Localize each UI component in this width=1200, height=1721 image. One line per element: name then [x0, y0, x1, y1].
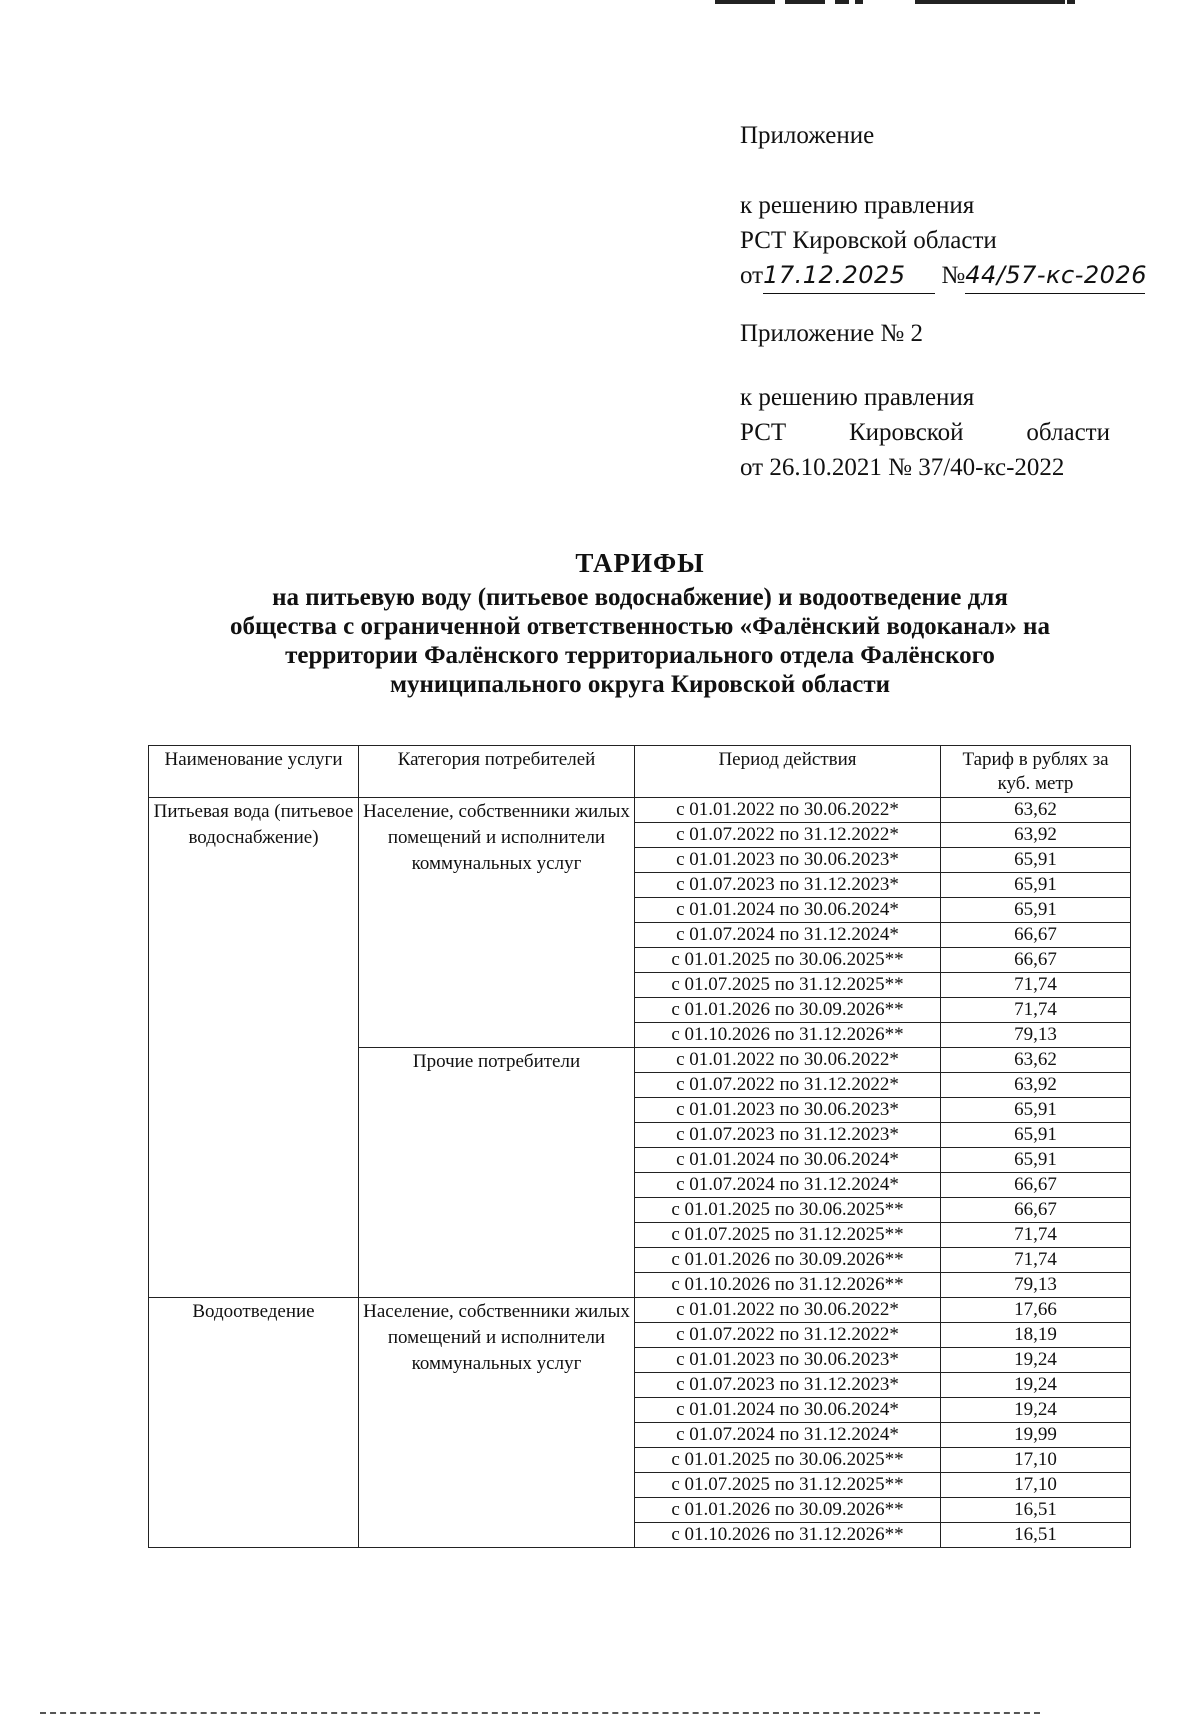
to-decision-text: к решению правления [740, 192, 975, 219]
tariff-cell: 17,66 [941, 1298, 1131, 1323]
period-cell: с 01.10.2026 по 31.12.2026** [635, 1523, 941, 1548]
tariff-cell: 19,24 [941, 1348, 1131, 1373]
title-line-1: на питьевую воду (питьевое водоснабжение) и водоотведение для [272, 584, 1008, 611]
tariff-cell: 71,74 [941, 973, 1131, 998]
tariff-cell: 65,91 [941, 848, 1131, 873]
period-cell: с 01.01.2026 по 30.09.2026** [635, 998, 941, 1023]
tariff-cell: 66,67 [941, 1173, 1131, 1198]
tariff-cell: 63,62 [941, 798, 1131, 823]
period-cell: с 01.01.2022 по 30.06.2022* [635, 798, 941, 823]
table-row [149, 798, 1131, 823]
tariff-cell: 71,74 [941, 1248, 1131, 1273]
title-line-2: общества с ограниченной ответственностью «Фалёнский водоканал» на [230, 613, 1050, 640]
period-cell: с 01.07.2025 по 31.12.2025** [635, 973, 941, 998]
tariff-cell: 19,24 [941, 1373, 1131, 1398]
header-service: Наименование услуги [149, 746, 359, 798]
tariff-cell: 66,67 [941, 1198, 1131, 1223]
decision-date-number [740, 258, 1147, 294]
period-cell: с 01.01.2022 по 30.06.2022* [635, 1048, 941, 1073]
period-cell: с 01.01.2023 по 30.06.2023* [635, 848, 941, 873]
period-cell: с 01.07.2022 по 31.12.2022* [635, 1323, 941, 1348]
period-cell: с 01.07.2024 по 31.12.2024* [635, 923, 941, 948]
header-period: Период действия [635, 746, 941, 798]
tariff-cell: 71,74 [941, 1223, 1131, 1248]
decision-reference-new [740, 188, 1147, 294]
service-name-cell: Питьевая вода (питьевое водоснабжение) [149, 798, 359, 1298]
org-word-3: области [1026, 419, 1110, 446]
period-cell: с 01.01.2026 по 30.09.2026** [635, 1498, 941, 1523]
header-category: Категория потребителей [359, 746, 635, 798]
period-cell: с 01.01.2024 по 30.06.2024* [635, 898, 941, 923]
title-main: ТАРИФЫ [575, 548, 705, 578]
tariff-cell: 16,51 [941, 1523, 1131, 1548]
period-cell: с 01.01.2025 по 30.06.2025** [635, 1198, 941, 1223]
tariff-cell: 71,74 [941, 998, 1131, 1023]
period-cell: с 01.07.2024 по 31.12.2024* [635, 1173, 941, 1198]
period-cell: с 01.07.2025 по 31.12.2025** [635, 1223, 941, 1248]
tariff-cell: 16,51 [941, 1498, 1131, 1523]
period-cell: с 01.07.2023 по 31.12.2023* [635, 873, 941, 898]
handwritten-date: 17.12.2025 [763, 258, 935, 294]
scan-artifact-top [715, 0, 1095, 6]
document-title [120, 543, 1160, 699]
org-word-2: Кировской [849, 419, 964, 446]
table-header-row [149, 746, 1131, 798]
period-cell: с 01.01.2024 по 30.06.2024* [635, 1148, 941, 1173]
tariff-cell: 63,92 [941, 823, 1131, 848]
appendix-2-title: Приложение № 2 [740, 320, 924, 347]
tariff-cell: 66,67 [941, 923, 1131, 948]
tariff-cell: 17,10 [941, 1448, 1131, 1473]
period-cell: с 01.07.2025 по 31.12.2025** [635, 1473, 941, 1498]
appendix-label [740, 118, 874, 153]
title-line-3: территории Фалёнского территориального отдела Фалёнского [285, 642, 995, 669]
title-line-4: муниципального округа Кировской области [389, 671, 891, 698]
tariff-cell: 65,91 [941, 1098, 1131, 1123]
consumer-category-cell: Население, собственники жилых помещений и исполнители коммунальных услуг [359, 1298, 635, 1548]
period-cell: с 01.07.2023 по 31.12.2023* [635, 1373, 941, 1398]
appendix-2-label [740, 316, 923, 351]
tariff-cell: 19,99 [941, 1423, 1131, 1448]
period-cell: с 01.01.2023 по 30.06.2023* [635, 1098, 941, 1123]
period-cell: с 01.10.2026 по 31.12.2026** [635, 1273, 941, 1298]
organization-name: РСТ Кировской области [740, 227, 997, 254]
scan-artifact-bottom [40, 1712, 1040, 1714]
period-cell: с 01.07.2022 по 31.12.2022* [635, 1073, 941, 1098]
period-cell: с 01.01.2026 по 30.09.2026** [635, 1248, 941, 1273]
tariff-cell: 63,62 [941, 1048, 1131, 1073]
consumer-category-cell: Население, собственники жилых помещений и исполнители коммунальных услуг [359, 798, 635, 1048]
tariff-cell: 63,92 [941, 1073, 1131, 1098]
period-cell: с 01.01.2025 по 30.06.2025** [635, 948, 941, 973]
period-cell: с 01.01.2025 по 30.06.2025** [635, 1448, 941, 1473]
handwritten-number: 44/57-кс-2026 [965, 258, 1145, 294]
org-word-1: РСТ [740, 419, 787, 446]
tariff-cell: 65,91 [941, 1148, 1131, 1173]
table-body [149, 798, 1131, 1548]
tariffs-table [148, 745, 1131, 1548]
period-cell: с 01.07.2022 по 31.12.2022* [635, 823, 941, 848]
old-decision-ref: от 26.10.2021 № 37/40-кс-2022 [740, 454, 1065, 481]
table-row [149, 1298, 1131, 1323]
consumer-category-cell: Прочие потребители [359, 1048, 635, 1298]
period-cell: с 01.01.2022 по 30.06.2022* [635, 1298, 941, 1323]
tariff-cell: 17,10 [941, 1473, 1131, 1498]
tariff-cell: 18,19 [941, 1323, 1131, 1348]
period-cell: с 01.10.2026 по 31.12.2026** [635, 1023, 941, 1048]
number-prefix: № [941, 262, 966, 289]
tariff-cell: 19,24 [941, 1398, 1131, 1423]
tariff-cell: 65,91 [941, 1123, 1131, 1148]
decision-reference-old [740, 380, 1110, 485]
header-tariff: Тариф в рублях за куб. метр [941, 746, 1131, 798]
tariff-cell: 65,91 [941, 873, 1131, 898]
tariff-cell: 65,91 [941, 898, 1131, 923]
tariff-cell: 66,67 [941, 948, 1131, 973]
period-cell: с 01.01.2023 по 30.06.2023* [635, 1348, 941, 1373]
tariff-cell: 79,13 [941, 1273, 1131, 1298]
service-name-cell: Водоотведение [149, 1298, 359, 1548]
organization-name-2 [740, 415, 1110, 450]
period-cell: с 01.01.2024 по 30.06.2024* [635, 1398, 941, 1423]
tariff-cell: 79,13 [941, 1023, 1131, 1048]
to-decision-text-2: к решению правления [740, 384, 975, 411]
period-cell: с 01.07.2024 по 31.12.2024* [635, 1423, 941, 1448]
from-prefix: от [740, 262, 764, 289]
appendix-title: Приложение [740, 122, 875, 149]
period-cell: с 01.07.2023 по 31.12.2023* [635, 1123, 941, 1148]
